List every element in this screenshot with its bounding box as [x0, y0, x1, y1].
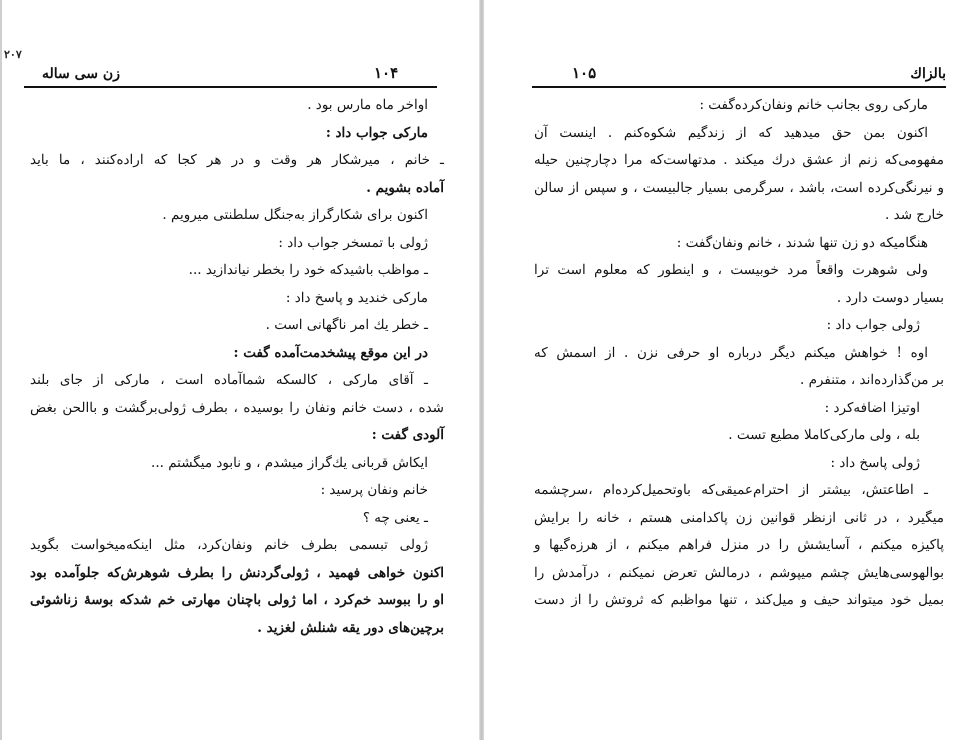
- text-line: ـ خطر یك امر ناگهانی است .: [265, 317, 428, 333]
- left-page-body: [30, 92, 444, 642]
- text-line: ژولی جواب داد :: [826, 317, 920, 333]
- page-number: ۱۰۴: [374, 64, 399, 82]
- text-line: در این موقع پیشخدمت‌آمده گفت :: [233, 344, 428, 361]
- right-page-header: [532, 58, 946, 88]
- text-line: مارکی جواب داد :: [325, 124, 428, 141]
- text-line: ایکاش قربانی یك‌گراز میشدم ، و نابود میگشتم ...: [151, 454, 428, 471]
- text-line: بوالهوسی‌هایش چشم میپوشم ، درمالش تعرض نمیکنم ، درآمدش را: [534, 564, 944, 581]
- text-line: ـ اطاعتش، بیشتر از احترام‌عمیقی‌که باوتحمیل‌کرده‌ام ،سرچشمه: [534, 482, 928, 498]
- running-title: بالزاك: [910, 66, 946, 82]
- text-line: آلودی گفت :: [371, 427, 444, 443]
- text-line: ـ خانم ، میرشکار هر وقت و در هر کجا که اراده‌کنند ، ما باید: [30, 152, 444, 168]
- text-line: ـ آقای مارکی ، کالسکه شماآماده است ، مارکی از جای بلند: [30, 372, 428, 388]
- text-line: ژولی پاسخ داد :: [830, 454, 920, 471]
- text-line: بمیل خود میتواند حیف و میل‌کند ، تنها مواظبم که ثروتش را از دست: [534, 592, 944, 608]
- text-line: مارکی خندید و پاسخ داد :: [285, 289, 428, 306]
- text-line: ولی شوهرت واقعاً مرد خوبیست ، و اینطور که معلوم است ترا: [534, 262, 928, 278]
- text-line: اوتیزا اضافه‌کرد :: [824, 399, 920, 416]
- text-line: او را ببوسد خم‌کرد ، اما ژولی باچنان مهارتی خم شدکه بوسهٔ زناشوئی: [30, 592, 444, 608]
- text-line: اکنون خواهی فهمید ، ژولی‌گردنش را بطرف شوهرش‌که جلوآمده بود: [30, 564, 444, 581]
- text-line: ـ مواظب باشید‌که خود را بخطر نیاندازید ...: [188, 262, 428, 278]
- text-line: اواخر ماه مارس بود .: [307, 97, 428, 113]
- text-line: خانم ونفان پرسید :: [320, 482, 428, 498]
- page-number: ۱۰۵: [572, 64, 597, 82]
- text-line: مارکی روی بجانب خانم ونفان‌کرده‌گفت :: [699, 97, 928, 113]
- right-page-body: [534, 92, 944, 615]
- text-line: ژولی با تمسخر جواب داد :: [278, 234, 428, 251]
- text-line: آماده بشویم .: [366, 179, 444, 196]
- left-page-header: [24, 58, 437, 88]
- text-line: خارج شد .: [885, 207, 944, 223]
- text-line: بر من‌گذارده‌اند ، متنفرم .: [799, 372, 944, 388]
- text-line: و نیرنگی‌کرده است، باشد ، سرگرمی بسیار جالبیست ، و سپس از سالن: [534, 179, 944, 196]
- right-page: [484, 0, 963, 740]
- text-line: میگیرد ، در ثانی ازنظر قوانین زن پاکدامنی هستم ، خانه را برایش: [534, 509, 944, 526]
- text-line: پاکیزه میکنم ، آسایشش را در منزل فراهم میکنم ، از هرزه‌گیها و: [534, 537, 944, 553]
- text-line: شده ، دست خانم ونفان را بوسیده ، بطرف ژولی‌برگشت و باالحن بغض: [30, 399, 444, 416]
- running-title: زن سی ساله: [42, 66, 120, 82]
- text-line: بله ، ولی مارکی‌کاملا مطیع تست .: [728, 427, 920, 443]
- text-line: ژولی تبسمی بطرف خانم ونفان‌کرد، مثل اینکه‌میخواست بگوید: [30, 537, 428, 553]
- left-page: [0, 0, 480, 740]
- text-line: اوه ! خواهش میکنم دیگر درباره او حرفی نزن . از اسمش که: [534, 344, 928, 361]
- text-line: هنگامیکه دو زن تنها شدند ، خانم ونفان‌گفت :: [676, 234, 928, 251]
- text-line: برچین‌های دور یقه شنلش لغزید .: [257, 619, 444, 636]
- text-line: مفهومی‌که زنم از عشق درك میکند . مدتهاست‌که مرا دچارچنین حیله: [534, 152, 944, 168]
- text-line: اکنون برای شکارگراز به‌جنگل سلطنتی میرویم .: [162, 207, 428, 223]
- text-line: اکنون بمن حق میدهید که از زندگیم شکوه‌کنم . اینست آن: [534, 124, 928, 141]
- text-line: ـ یعنی چه ؟: [362, 509, 428, 526]
- margin-mark: ۲۰۷: [4, 48, 22, 61]
- text-line: بسیار دوست دارد .: [836, 289, 944, 306]
- page-edge: [0, 0, 2, 740]
